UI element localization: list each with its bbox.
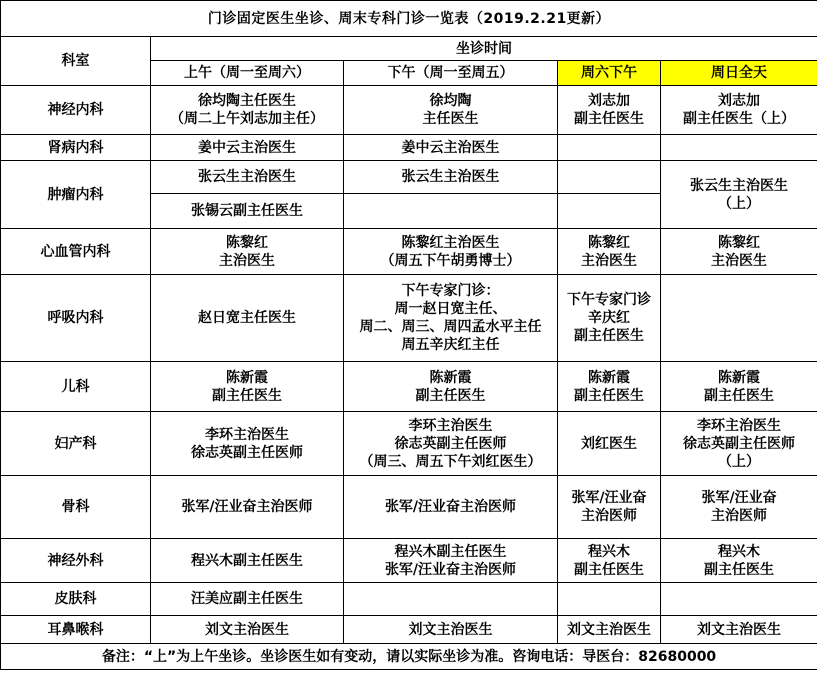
- header-sunday: 周日全天: [661, 61, 817, 86]
- schedule-cell: [558, 135, 661, 161]
- schedule-cell: [661, 135, 817, 161]
- header-saturday-pm: 周六下午: [558, 61, 661, 86]
- table-row: [1, 583, 817, 616]
- schedule-cell: 刘志加 副主任医生: [558, 86, 661, 135]
- schedule-cell: 刘红医生: [558, 412, 661, 476]
- schedule-cell: 张云生主治医生: [344, 161, 558, 194]
- schedule-cell: 汪美应副主任医生: [151, 583, 344, 616]
- schedule-cell: 刘文主治医生: [151, 616, 344, 644]
- footnote: 备注：“上”为上午坐诊。坐诊医生如有变动，请以实际坐诊为准。咨询电话：导医台：82680000: [1, 644, 817, 670]
- schedule-cell: 刘文主治医生: [558, 616, 661, 644]
- schedule-cell: 陈新霞 副主任医生: [661, 362, 817, 412]
- schedule-cell: [344, 583, 558, 616]
- schedule-cell: 李环主治医生 徐志英副主任医师 （上）: [661, 412, 817, 476]
- schedule-cell: 张军/汪业奋主治医师: [151, 476, 344, 539]
- schedule-cell: [558, 194, 661, 229]
- dept-cell: 肾病内科: [1, 135, 151, 161]
- dept-cell: 神经内科: [1, 86, 151, 135]
- schedule-cell: 张军/汪业奋 主治医师: [558, 476, 661, 539]
- schedule-cell: 徐均陶 主任医生: [344, 86, 558, 135]
- schedule-cell: 姜中云主治医生: [151, 135, 344, 161]
- schedule-cell: [661, 583, 817, 616]
- schedule-cell: 刘志加 副主任医生（上）: [661, 86, 817, 135]
- schedule-cell: 程兴木副主任医生: [151, 539, 344, 583]
- dept-cell: 肿瘤内科: [1, 161, 151, 229]
- dept-cell: 耳鼻喉科: [1, 616, 151, 644]
- header-morning: 上午（周一至周六）: [151, 61, 344, 86]
- schedule-cell: [344, 194, 558, 229]
- schedule-cell: 刘文主治医生: [344, 616, 558, 644]
- dept-cell: 妇产科: [1, 412, 151, 476]
- schedule-cell: 程兴木 副主任医生: [661, 539, 817, 583]
- dept-cell: 心血管内科: [1, 229, 151, 275]
- schedule-cell: 陈新霞 副主任医生: [558, 362, 661, 412]
- schedule-cell: [558, 161, 661, 194]
- schedule-cell: 张云生主治医生: [151, 161, 344, 194]
- dept-cell: 儿科: [1, 362, 151, 412]
- table-row: [1, 161, 817, 194]
- table-row: [1, 616, 817, 644]
- dept-cell: 骨科: [1, 476, 151, 539]
- schedule-cell: 姜中云主治医生: [344, 135, 558, 161]
- schedule-cell: 张云生主治医生 （上）: [661, 161, 817, 229]
- schedule-cell: 陈黎红 主治医生: [661, 229, 817, 275]
- schedule-cell: [661, 275, 817, 362]
- table-row: [1, 539, 817, 583]
- schedule-cell: 陈新霞 副主任医生: [151, 362, 344, 412]
- table-row: [1, 275, 817, 362]
- table-row: [1, 86, 817, 135]
- schedule-cell: 下午专家门诊： 周一赵日宽主任、 周二、周三、周四孟水平主任 周五辛庆红主任: [344, 275, 558, 362]
- header-time-group: 坐诊时间: [151, 37, 817, 61]
- schedule-cell: 陈新霞 副主任医生: [344, 362, 558, 412]
- dept-cell: 呼吸内科: [1, 275, 151, 362]
- schedule-cell: 程兴木 副主任医生: [558, 539, 661, 583]
- schedule-cell: 下午专家门诊 辛庆红 副主任医生: [558, 275, 661, 362]
- header-dept: 科室: [1, 37, 151, 86]
- schedule-cell: 刘文主治医生: [661, 616, 817, 644]
- header-afternoon: 下午（周一至周五）: [344, 61, 558, 86]
- schedule-cell: 陈黎红主治医生 （周五下午胡勇博士）: [344, 229, 558, 275]
- schedule-cell: 李环主治医生 徐志英副主任医师: [151, 412, 344, 476]
- schedule-cell: 张军/汪业奋 主治医师: [661, 476, 817, 539]
- schedule-cell: [558, 583, 661, 616]
- schedule-cell: 张锡云副主任医生: [151, 194, 344, 229]
- table-row: [1, 229, 817, 275]
- schedule-cell: 张军/汪业奋主治医师: [344, 476, 558, 539]
- table-row: [1, 135, 817, 161]
- table-title: 门诊固定医生坐诊、周末专科门诊一览表（2019.2.21更新）: [1, 1, 817, 37]
- table-row: [1, 476, 817, 539]
- dept-cell: 皮肤科: [1, 583, 151, 616]
- schedule-cell: 徐均陶主任医生 （周二上午刘志加主任）: [151, 86, 344, 135]
- dept-cell: 神经外科: [1, 539, 151, 583]
- schedule-cell: 陈黎红 主治医生: [558, 229, 661, 275]
- schedule-cell: 赵日宽主任医生: [151, 275, 344, 362]
- schedule-cell: 陈黎红 主治医生: [151, 229, 344, 275]
- schedule-cell: 李环主治医生 徐志英副主任医师 （周三、周五下午刘红医生）: [344, 412, 558, 476]
- table-row: [1, 412, 817, 476]
- schedule-cell: 程兴木副主任医生 张军/汪业奋主治医师: [344, 539, 558, 583]
- table-row: [1, 362, 817, 412]
